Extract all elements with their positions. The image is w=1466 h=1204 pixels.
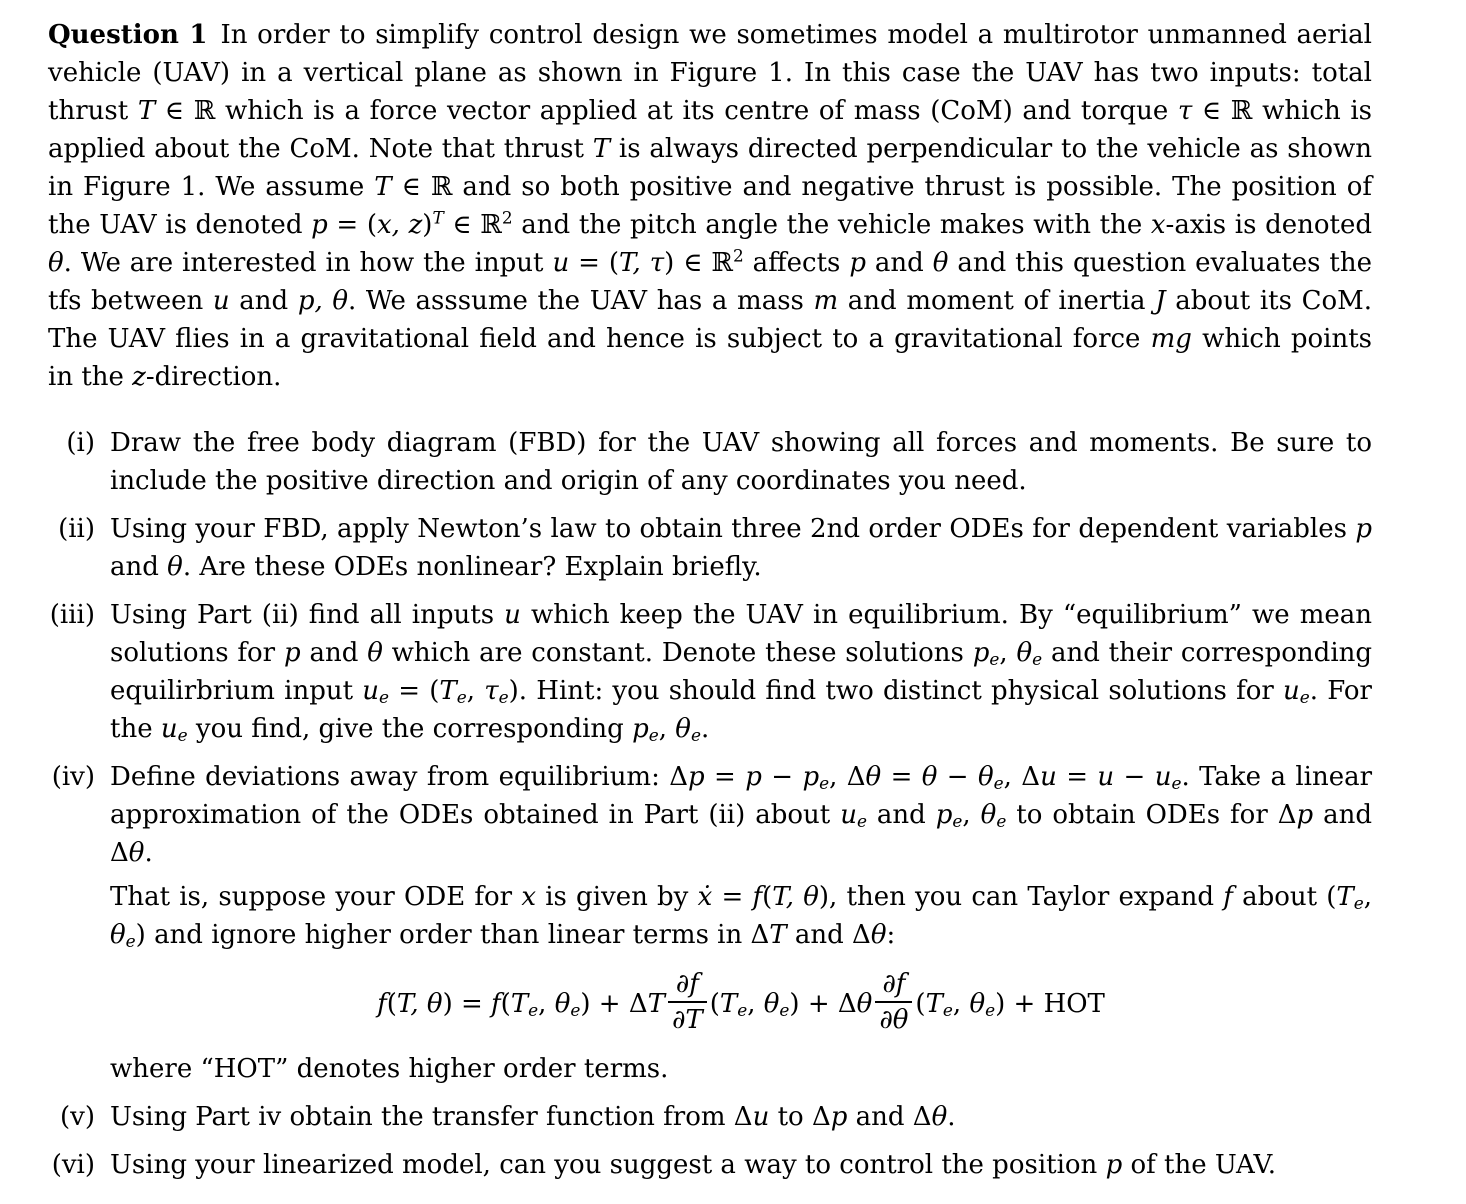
item-vi-label: (vi): [51, 1150, 95, 1180]
question-intro-paragraph: Question 1 In order to simplify control design we sometimes model a multirotor unmanned aerial vehicle (UAV) in a vertical plane as shown in Figure 1. In this case the UAV has two inputs: total thrust T ∈ ℝ which is a force vector applied at its centre of mass (CoM) and torque τ ∈ ℝ which is applied about the CoM. Note that thrust T is always directed perpendicular to the vehicle as shown in Figure 1. We assume T ∈ ℝ and so both positive and negative thrust is possible. The position of the UAV is denoted p = (x, z)$^T$ ∈ ℝ$^2$ and the pitch angle the vehicle makes with the x-axis is denoted θ. We are interested in how the input u = (T, τ) ∈ ℝ$^2$ affects p and θ and this question evaluates the tfs between u and p, θ. We asssume the UAV has a mass m and moment of inertia J about its CoM. The UAV flies in a gravitational field and hence is subject to a gravitational force mg which points in the z-direction.: [48, 20, 1373, 392]
item-v-label: (v): [60, 1102, 95, 1132]
taylor-expansion-equation: f(T, $\theta) = f(T_e$, $\theta_e) + \Delta T$ $\frac{\partial f}{\partial T}$ ($T_e$, $\theta_e) + \Delta\theta$ $\frac{\partial f}{\partial\theta}$ ($T_e$, $\theta_e$) + HOT: [377, 969, 1105, 1035]
item-iv-paragraph-1: Define deviations away from equilibrium: $\Delta p = p - p_e$, $\Delta\theta = \theta - \theta_e$, $\Delta u = u - u_e$. Take a linear approximation of the ODEs obtained in Part (ii) about $u_e$ and $p_e$, $\theta_e$ to obtain ODEs for Δp and Δθ.: [110, 762, 1373, 868]
item-vi-text: Using your linearized model, can you suggest a way to control the position p of the UAV.: [110, 1150, 1276, 1180]
item-iv-paragraph-2: That is, suppose your ODE for x is given by ẋ = f(T, θ), then you can Taylor expand f about ($T_e$, $\theta_e$) and ignore higher order than linear terms in ΔT and Δθ:: [110, 882, 1373, 952]
item-iv-paragraph-3: where “HOT” denotes higher order terms.: [110, 1054, 669, 1084]
item-v: [48, 1098, 1372, 1136]
item-i-text: Draw the free body diagram (FBD) for the UAV showing all forces and moments. Be sure to include the positive direction and origin of any coordinates you need.: [110, 428, 1372, 496]
item-ii-text: Using your FBD, apply Newton’s law to obtain three 2nd order ODEs for dependent variables p and θ. Are these ODEs nonlinear? Explain briefly.: [110, 514, 1372, 582]
item-i-label: (i): [66, 428, 95, 458]
item-ii-label: (ii): [58, 514, 95, 544]
fraction: $\frac{\partial f}{\partial T}$: [668, 967, 707, 1037]
fraction: $\frac{\partial f}{\partial\theta}$: [875, 967, 912, 1037]
item-iii-text: Using Part (ii) find all inputs u which keep the UAV in equilibrium. By “equilibrium” we mean solutions for p and θ which are constant. Denote these solutions $p_e$, $\theta_e$ and their corresponding equilirbrium input $u_e = (T_e$, $\tau_e$). Hint: you should find two distinct physical solutions for $u_e$. For the $u_e$ you find, give the corresponding $p_e$, $\theta_e$.: [110, 600, 1373, 746]
item-iv: [48, 758, 1372, 1088]
item-iv-label: (iv): [51, 762, 95, 792]
item-iii-label: (iii): [49, 600, 95, 630]
item-i: [48, 424, 1372, 500]
item-iv-text: [110, 758, 1372, 1088]
item-ii: [48, 510, 1372, 586]
item-iii: [48, 596, 1372, 748]
item-v-text: Using Part iv obtain the transfer function from Δu to Δp and Δθ.: [110, 1102, 956, 1132]
item-vi: [48, 1146, 1372, 1184]
